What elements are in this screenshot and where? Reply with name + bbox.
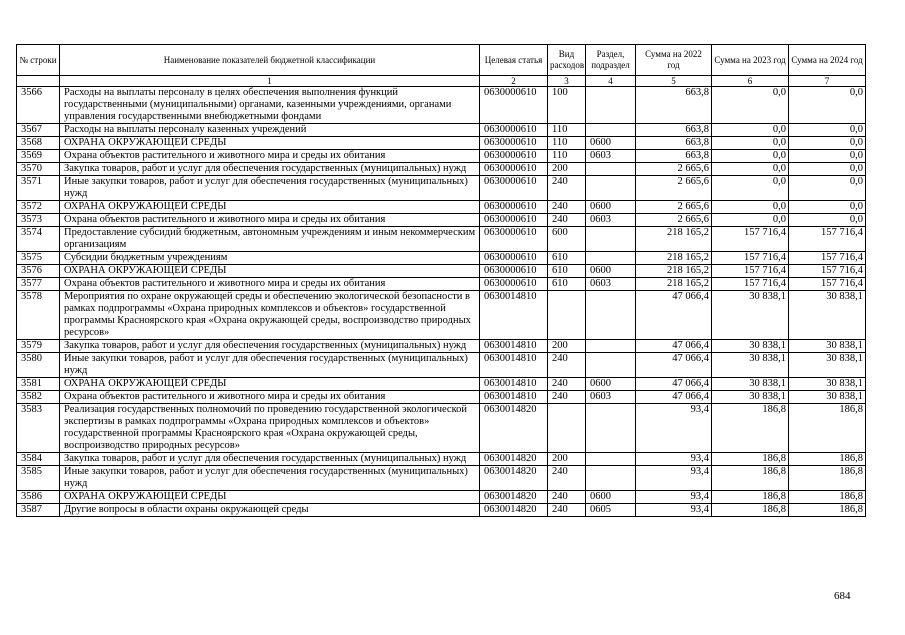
table-row — [17, 378, 866, 391]
table-row — [17, 278, 866, 291]
sum-2024: 0,0 — [789, 87, 866, 124]
target-article: 0630000610 — [480, 278, 548, 291]
sum-2022: 93,4 — [636, 466, 712, 491]
target-article: 0630014820 — [480, 491, 548, 504]
header-row-number: № строки — [17, 45, 60, 76]
sum-2023: 0,0 — [712, 163, 789, 176]
page-number: 684 — [834, 590, 851, 602]
row-number: 3586 — [17, 491, 60, 504]
expense-type: 610 — [548, 252, 586, 265]
expense-type: 240 — [548, 378, 586, 391]
header-row — [17, 45, 866, 76]
row-name: Реализация государственных полномочий по проведению государственной экологической экспертизы в рамках подпрограммы «Охрана природных комплексов и объектов» государственной программы Красноярского края «Охрана окружающей среды, воспроизводство природных ресурсов» — [60, 404, 480, 453]
section-code: 0603 — [586, 391, 636, 404]
row-number: 3587 — [17, 504, 60, 517]
section-code — [586, 404, 636, 453]
header-target-article: Целевая статья — [480, 45, 548, 76]
row-name: ОХРАНА ОКРУЖАЮЩЕЙ СРЕДЫ — [60, 378, 480, 391]
sum-2023: 0,0 — [712, 137, 789, 150]
sum-2024: 186,8 — [789, 466, 866, 491]
table-row — [17, 201, 866, 214]
sum-2022: 93,4 — [636, 504, 712, 517]
row-name: Иные закупки товаров, работ и услуг для обеспечения государственных (муниципальных) нужд — [60, 176, 480, 201]
table-row — [17, 252, 866, 265]
row-name: Иные закупки товаров, работ и услуг для обеспечения государственных (муниципальных) нужд — [60, 353, 480, 378]
sum-2023: 30 838,1 — [712, 378, 789, 391]
row-name: ОХРАНА ОКРУЖАЮЩЕЙ СРЕДЫ — [60, 201, 480, 214]
sum-2023: 157 716,4 — [712, 278, 789, 291]
section-code — [586, 353, 636, 378]
row-name: Мероприятия по охране окружающей среды и обеспечению экологической безопасности в рамках подпрограммы «Охрана природных комплексов и объектов» государственной программы Красноярского края «Охрана окружающей среды, воспроизводство природных ресурсов» — [60, 291, 480, 340]
sum-2022: 2 665,6 — [636, 214, 712, 227]
budget-table — [16, 44, 866, 517]
table-row — [17, 163, 866, 176]
sum-2022: 218 165,2 — [636, 227, 712, 252]
section-code: 0603 — [586, 214, 636, 227]
column-number: 2 — [480, 76, 548, 87]
expense-type: 610 — [548, 265, 586, 278]
section-code: 0605 — [586, 504, 636, 517]
sum-2023: 157 716,4 — [712, 252, 789, 265]
sum-2024: 0,0 — [789, 201, 866, 214]
sum-2022: 47 066,4 — [636, 353, 712, 378]
sum-2024: 30 838,1 — [789, 291, 866, 340]
sum-2024: 157 716,4 — [789, 278, 866, 291]
table-row — [17, 340, 866, 353]
header-sum-2024: Сумма на 2024 год — [789, 45, 866, 76]
sum-2024: 0,0 — [789, 163, 866, 176]
sum-2024: 0,0 — [789, 137, 866, 150]
sum-2022: 47 066,4 — [636, 291, 712, 340]
row-number: 3571 — [17, 176, 60, 201]
row-number: 3572 — [17, 201, 60, 214]
column-number: 4 — [586, 76, 636, 87]
sum-2022: 663,8 — [636, 124, 712, 137]
column-number: 3 — [548, 76, 586, 87]
target-article: 0630014810 — [480, 291, 548, 340]
row-name: Закупка товаров, работ и услуг для обеспечения государственных (муниципальных) нужд — [60, 453, 480, 466]
sum-2024: 186,8 — [789, 504, 866, 517]
table-row — [17, 391, 866, 404]
section-code — [586, 340, 636, 353]
sum-2024: 0,0 — [789, 214, 866, 227]
expense-type — [548, 404, 586, 453]
sum-2022: 2 665,6 — [636, 163, 712, 176]
row-number: 3569 — [17, 150, 60, 163]
expense-type: 610 — [548, 278, 586, 291]
row-number: 3577 — [17, 278, 60, 291]
row-name: ОХРАНА ОКРУЖАЮЩЕЙ СРЕДЫ — [60, 265, 480, 278]
expense-type: 240 — [548, 491, 586, 504]
header-sum-2023: Сумма на 2023 год — [712, 45, 789, 76]
row-name: Охрана объектов растительного и животного мира и среды их обитания — [60, 278, 480, 291]
target-article: 0630000610 — [480, 176, 548, 201]
column-number-row — [17, 76, 866, 87]
row-number: 3583 — [17, 404, 60, 453]
target-article: 0630000610 — [480, 124, 548, 137]
sum-2024: 157 716,4 — [789, 227, 866, 252]
table-row — [17, 87, 866, 124]
row-name: Субсидии бюджетным учреждениям — [60, 252, 480, 265]
target-article: 0630000610 — [480, 137, 548, 150]
sum-2024: 0,0 — [789, 150, 866, 163]
row-name: Закупка товаров, работ и услуг для обеспечения государственных (муниципальных) нужд — [60, 163, 480, 176]
row-name: Предоставление субсидий бюджетным, автономным учреждениям и иным некоммерческим организациям — [60, 227, 480, 252]
sum-2023: 30 838,1 — [712, 353, 789, 378]
header-expense-type: Вид расходов — [548, 45, 586, 76]
row-name: Закупка товаров, работ и услуг для обеспечения государственных (муниципальных) нужд — [60, 340, 480, 353]
sum-2023: 0,0 — [712, 201, 789, 214]
row-number: 3580 — [17, 353, 60, 378]
section-code: 0600 — [586, 491, 636, 504]
sum-2024: 30 838,1 — [789, 340, 866, 353]
row-number: 3582 — [17, 391, 60, 404]
row-number: 3574 — [17, 227, 60, 252]
sum-2023: 186,8 — [712, 504, 789, 517]
header-name: Наименование показателей бюджетной классификации — [60, 45, 480, 76]
row-name: ОХРАНА ОКРУЖАЮЩЕЙ СРЕДЫ — [60, 137, 480, 150]
row-name: ОХРАНА ОКРУЖАЮЩЕЙ СРЕДЫ — [60, 491, 480, 504]
target-article: 0630014820 — [480, 404, 548, 453]
header-section: Раздел, подраздел — [586, 45, 636, 76]
target-article: 0630000610 — [480, 163, 548, 176]
section-code: 0600 — [586, 201, 636, 214]
expense-type: 110 — [548, 150, 586, 163]
table-row — [17, 291, 866, 340]
row-name: Охрана объектов растительного и животного мира и среды их обитания — [60, 214, 480, 227]
table-row — [17, 353, 866, 378]
section-code — [586, 453, 636, 466]
expense-type: 240 — [548, 176, 586, 201]
table-row — [17, 176, 866, 201]
expense-type: 240 — [548, 214, 586, 227]
sum-2024: 186,8 — [789, 453, 866, 466]
row-name: Другие вопросы в области охраны окружающей среды — [60, 504, 480, 517]
row-number: 3568 — [17, 137, 60, 150]
sum-2024: 0,0 — [789, 176, 866, 201]
sum-2023: 0,0 — [712, 176, 789, 201]
expense-type: 200 — [548, 340, 586, 353]
sum-2024: 157 716,4 — [789, 265, 866, 278]
row-name: Расходы на выплаты персоналу казенных учреждений — [60, 124, 480, 137]
expense-type: 110 — [548, 137, 586, 150]
target-article: 0630014820 — [480, 453, 548, 466]
sum-2022: 663,8 — [636, 87, 712, 124]
sum-2022: 93,4 — [636, 491, 712, 504]
row-name: Расходы на выплаты персоналу в целях обеспечения выполнения функций государственными (муниципальными) органами, казенными учреждениями, органами управления государственными внебюджетными фондами — [60, 87, 480, 124]
row-number: 3581 — [17, 378, 60, 391]
sum-2024: 186,8 — [789, 491, 866, 504]
row-number: 3567 — [17, 124, 60, 137]
section-code: 0603 — [586, 150, 636, 163]
section-code: 0600 — [586, 378, 636, 391]
expense-type: 200 — [548, 453, 586, 466]
section-code — [586, 291, 636, 340]
expense-type: 240 — [548, 201, 586, 214]
sum-2023: 157 716,4 — [712, 227, 789, 252]
row-name: Охрана объектов растительного и животного мира и среды их обитания — [60, 391, 480, 404]
section-code — [586, 163, 636, 176]
expense-type: 200 — [548, 163, 586, 176]
row-number: 3578 — [17, 291, 60, 340]
sum-2022: 663,8 — [636, 150, 712, 163]
row-number: 3576 — [17, 265, 60, 278]
sum-2023: 30 838,1 — [712, 340, 789, 353]
row-number: 3575 — [17, 252, 60, 265]
sum-2023: 30 838,1 — [712, 291, 789, 340]
table-row — [17, 137, 866, 150]
sum-2024: 30 838,1 — [789, 391, 866, 404]
header-sum-2022: Сумма на 2022 год — [636, 45, 712, 76]
target-article: 0630000610 — [480, 265, 548, 278]
target-article: 0630000610 — [480, 252, 548, 265]
column-number: 1 — [60, 76, 480, 87]
section-code: 0600 — [586, 265, 636, 278]
section-code — [586, 87, 636, 124]
row-name: Охрана объектов растительного и животного мира и среды их обитания — [60, 150, 480, 163]
target-article: 0630014820 — [480, 504, 548, 517]
sum-2022: 218 165,2 — [636, 265, 712, 278]
sum-2023: 0,0 — [712, 124, 789, 137]
sum-2022: 47 066,4 — [636, 378, 712, 391]
expense-type — [548, 291, 586, 340]
sum-2023: 0,0 — [712, 87, 789, 124]
expense-type: 110 — [548, 124, 586, 137]
section-code: 0600 — [586, 137, 636, 150]
sum-2023: 30 838,1 — [712, 391, 789, 404]
target-article: 0630000610 — [480, 227, 548, 252]
section-code — [586, 124, 636, 137]
table-row — [17, 404, 866, 453]
target-article: 0630014810 — [480, 391, 548, 404]
row-name: Иные закупки товаров, работ и услуг для обеспечения государственных (муниципальных) нужд — [60, 466, 480, 491]
row-number: 3579 — [17, 340, 60, 353]
sum-2022: 218 165,2 — [636, 252, 712, 265]
target-article: 0630014810 — [480, 353, 548, 378]
column-number: 5 — [636, 76, 712, 87]
target-article: 0630014820 — [480, 466, 548, 491]
target-article: 0630014810 — [480, 378, 548, 391]
section-code: 0603 — [586, 278, 636, 291]
table-row — [17, 504, 866, 517]
sum-2024: 0,0 — [789, 124, 866, 137]
section-code — [586, 252, 636, 265]
table-row — [17, 150, 866, 163]
row-number: 3584 — [17, 453, 60, 466]
sum-2023: 0,0 — [712, 150, 789, 163]
sum-2024: 30 838,1 — [789, 353, 866, 378]
table-row — [17, 265, 866, 278]
table-row — [17, 453, 866, 466]
sum-2022: 47 066,4 — [636, 391, 712, 404]
section-code — [586, 466, 636, 491]
sum-2024: 157 716,4 — [789, 252, 866, 265]
sum-2022: 2 665,6 — [636, 201, 712, 214]
sum-2023: 0,0 — [712, 214, 789, 227]
sum-2024: 30 838,1 — [789, 378, 866, 391]
sum-2022: 218 165,2 — [636, 278, 712, 291]
target-article: 0630000610 — [480, 87, 548, 124]
sum-2022: 47 066,4 — [636, 340, 712, 353]
section-code — [586, 227, 636, 252]
expense-type: 240 — [548, 504, 586, 517]
sum-2022: 93,4 — [636, 404, 712, 453]
sum-2023: 186,8 — [712, 404, 789, 453]
expense-type: 240 — [548, 391, 586, 404]
expense-type: 240 — [548, 353, 586, 378]
expense-type: 100 — [548, 87, 586, 124]
sum-2022: 2 665,6 — [636, 176, 712, 201]
sum-2023: 186,8 — [712, 466, 789, 491]
sum-2022: 93,4 — [636, 453, 712, 466]
sum-2022: 663,8 — [636, 137, 712, 150]
row-number: 3570 — [17, 163, 60, 176]
target-article: 0630014810 — [480, 340, 548, 353]
expense-type: 600 — [548, 227, 586, 252]
table-row — [17, 214, 866, 227]
table-row — [17, 227, 866, 252]
expense-type: 240 — [548, 466, 586, 491]
row-number: 3566 — [17, 87, 60, 124]
column-number — [17, 76, 60, 87]
target-article: 0630000610 — [480, 214, 548, 227]
sum-2023: 186,8 — [712, 453, 789, 466]
target-article: 0630000610 — [480, 201, 548, 214]
sum-2024: 186,8 — [789, 404, 866, 453]
sum-2023: 186,8 — [712, 491, 789, 504]
column-number: 7 — [789, 76, 866, 87]
table-row — [17, 491, 866, 504]
section-code — [586, 176, 636, 201]
column-number: 6 — [712, 76, 789, 87]
row-number: 3585 — [17, 466, 60, 491]
sum-2023: 157 716,4 — [712, 265, 789, 278]
table-row — [17, 466, 866, 491]
table-row — [17, 124, 866, 137]
target-article: 0630000610 — [480, 150, 548, 163]
row-number: 3573 — [17, 214, 60, 227]
